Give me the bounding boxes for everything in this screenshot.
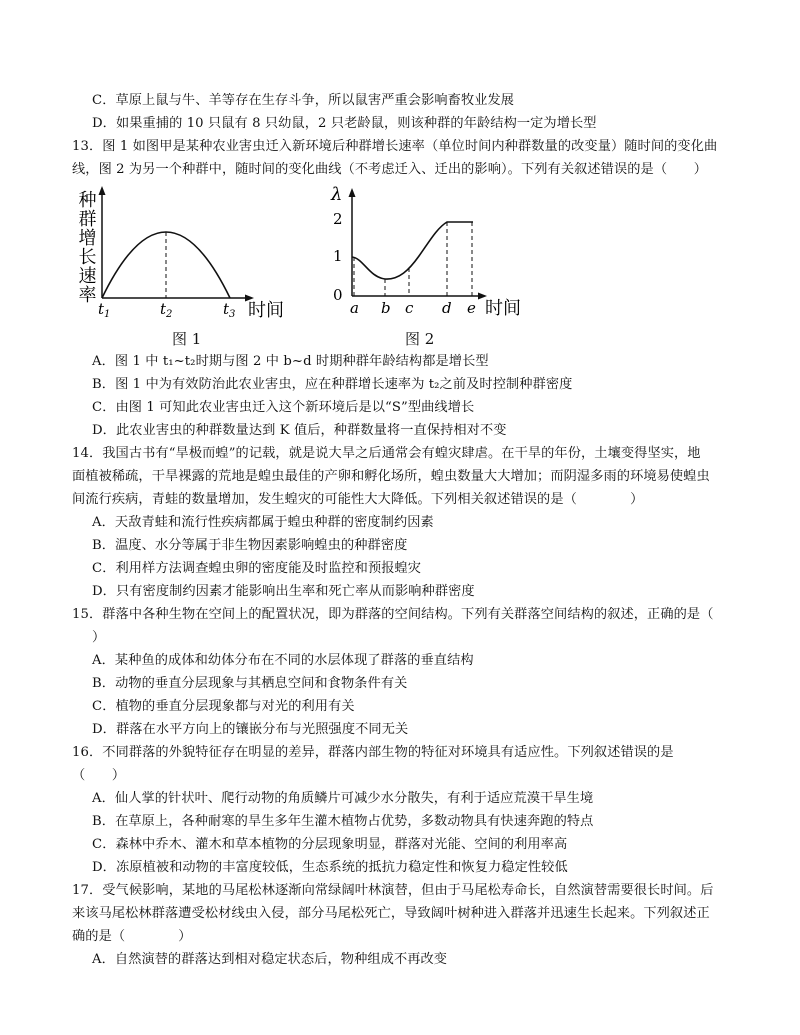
fig2-caption: 图 2 xyxy=(405,330,435,348)
fig2-ytick-2: 2 xyxy=(333,210,343,228)
q16-option-a: A．仙人掌的针状叶、爬行动物的角质鳞片可减少水分散失，有利于适应荒漠干旱生境 xyxy=(92,791,594,806)
q14-stem-line-3: 间流行疾病，青蛙的数量增加，发生蝗灾的可能性大大降低。下列相关叙述错误的是（ ） xyxy=(72,492,644,507)
q15-option-a: A．某种鱼的成体和幼体分布在不同的水层体现了群落的垂直结构 xyxy=(92,653,474,668)
fig1-tick-t1: $t_1$ xyxy=(98,300,111,320)
fig2-xtick-a: a xyxy=(350,299,359,317)
q13-option-d: D．此农业害虫的种群数量达到 K 值后，种群数量将一直保持相对不变 xyxy=(92,423,507,438)
fig2-lambda-curve xyxy=(352,222,473,279)
q15-option-b: B．动物的垂直分层现象与其栖息空间和食物条件有关 xyxy=(92,676,408,691)
q14-option-c: C．利用样方法调查蝗虫卵的密度能及时监控和预报蝗灾 xyxy=(92,561,422,576)
fig2-ytick-0: 0 xyxy=(333,286,343,304)
fig2-y-arrow xyxy=(349,188,356,197)
fig2-ytick-1: 1 xyxy=(333,247,343,265)
fig1-xlabel: 时间 xyxy=(248,300,284,321)
fig2-ylabel: λ xyxy=(331,184,343,205)
fig2-xtick-e: e xyxy=(467,299,476,317)
figure-1-chart xyxy=(66,180,301,325)
q14-stem-line-2: 面植被稀疏，干旱裸露的荒地是蝗虫最佳的产卵和孵化场所，蝗虫数量大大增加；而阴湿多雨的环境易使蝗虫 xyxy=(72,469,710,484)
q17-option-a: A．自然演替的群落达到相对稳定状态后，物种组成不再改变 xyxy=(92,952,448,967)
fig2-xtick-c: c xyxy=(405,299,414,317)
q16-option-d: D．冻原植被和动物的丰富度较低，生态系统的抵抗力稳定性和恢复力稳定性较低 xyxy=(92,860,568,875)
fig2-xtick-b: b xyxy=(381,299,391,317)
q16-stem-line-2: （ ） xyxy=(72,768,126,783)
q16-option-c: C．森林中乔木、灌木和草本植物的分层现象明显，群落对光能、空间的利用率高 xyxy=(92,837,568,852)
q13-option-b: B．图 1 中为有效防治此农业害虫，应在种群增长速率为 t₂之前及时控制种群密度 xyxy=(92,377,573,392)
fig1-y-arrow xyxy=(99,186,106,195)
fig1-tick-t3: $t_3$ xyxy=(223,300,236,320)
q12-option-c: C．草原上鼠与牛、羊等存在生存斗争，所以鼠害严重会影响畜牧业发展 xyxy=(92,93,515,108)
fig2-xtick-d: d xyxy=(442,299,452,317)
figure-2-chart xyxy=(325,180,530,325)
q14-stem-line-1: 14．我国古书有“旱极而蝗”的记载，就是说大旱之后通常会有蝗灾肆虐。在干旱的年份，土壤变得坚实，地 xyxy=(72,446,701,461)
q13-option-a: A．图 1 中 t₁~t₂时期与图 2 中 b~d 时期种群年龄结构都是增长型 xyxy=(92,354,489,369)
fig2-xlabel: 时间 xyxy=(485,298,521,319)
q15-option-c: C．植物的垂直分层现象都与对光的利用有关 xyxy=(92,699,355,714)
q13-stem-line-1: 13．图 1 如图甲是某种农业害虫迁入新环境后种群增长速率（单位时间内种群数量的改变量）随时间的变化曲 xyxy=(72,139,718,154)
fig1-ylabel: 种群增长速率 xyxy=(75,190,97,304)
q15-stem-line-1: 15．群落中各种生物在空间上的配置状况，即为群落的空间结构。下列有关群落空间结构的叙述，正确的是（ xyxy=(72,607,714,622)
q14-option-d: D．只有密度制约因素才能影响出生率和死亡率从而影响种群密度 xyxy=(92,584,475,599)
q15-stem-line-2: ） xyxy=(92,630,106,645)
fig1-tick-t2: $t_2$ xyxy=(160,300,173,320)
q17-stem-line-3: 确的是（ ） xyxy=(72,929,192,944)
q16-option-b: B．在草原上，各种耐寒的旱生多年生灌木植物占优势，多数动物具有快速奔跑的特点 xyxy=(92,814,594,829)
q14-option-a: A．天敌青蛙和流行性疾病都属于蝗虫种群的密度制约因素 xyxy=(92,515,434,530)
q14-option-b: B．温度、水分等属于非生物因素影响蝗虫的种群密度 xyxy=(92,538,408,553)
q12-option-d: D．如果重捕的 10 只鼠有 8 只幼鼠，2 只老龄鼠，则该种群的年龄结构一定为增长型 xyxy=(92,116,597,131)
q13-stem-line-2: 线，图 2 为另一个种群中，随时间的变化曲线（不考虑迁入、迁出的影响）。下列有关叙述错误的是（ ） xyxy=(72,162,707,177)
q17-stem-line-2: 来该马尾松林群落遭受松材线虫入侵，部分马尾松死亡，导致阔叶树种进入群落并迅速生长起来。下列叙述正 xyxy=(72,906,710,921)
q13-option-c: C．由图 1 可知此农业害虫迁入这个新环境后是以“S”型曲线增长 xyxy=(92,400,475,415)
q15-option-d: D．群落在水平方向上的镶嵌分布与光照强度不同无关 xyxy=(92,722,409,737)
q16-stem-line-1: 16．不同群落的外貌特征存在明显的差异，群落内部生物的特征对环境具有适应性。下列叙述错误的是 xyxy=(72,745,674,760)
fig1-caption: 图 1 xyxy=(172,330,202,348)
q17-stem-line-1: 17．受气候影响，某地的马尾松林逐渐向常绿阔叶林演替，但由于马尾松寿命长，自然演替需要很长时间。后 xyxy=(72,883,714,898)
